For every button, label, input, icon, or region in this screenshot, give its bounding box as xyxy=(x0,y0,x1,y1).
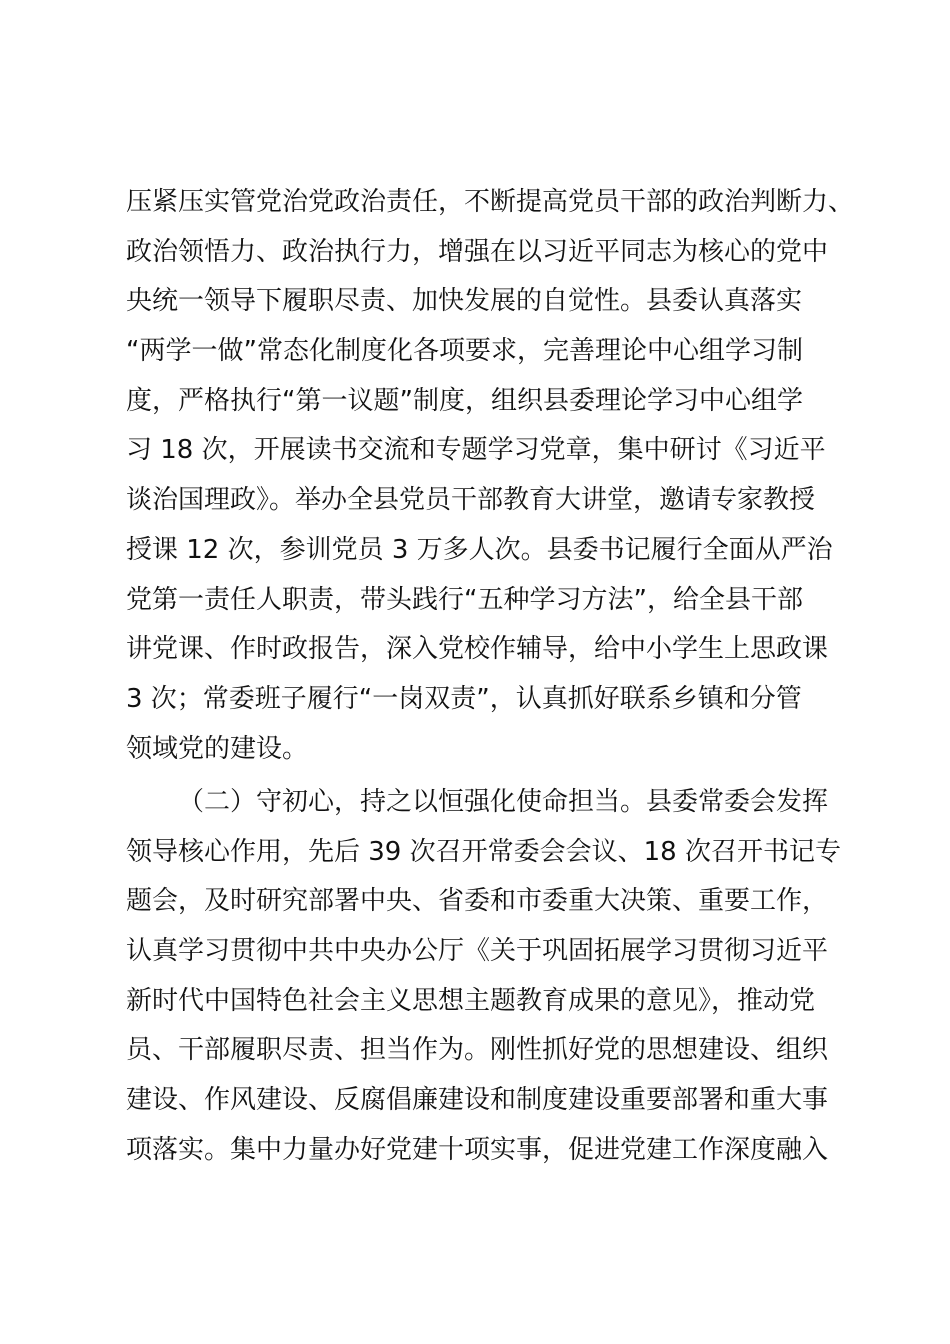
text-line: 项落实。集中力量办好党建十项实事，促进党建工作深度融入 xyxy=(126,1134,829,1165)
text-line: 谈治国理政》。举办全县党员干部教育大讲堂，邀请专家教授 xyxy=(126,485,816,516)
text-line: 授课 12 次，参训党员 3 万多人次。县委书记履行全面从严治 xyxy=(126,534,833,565)
text-line: 领导核心作用，先后 39 次召开常委会会议、18 次召开书记专 xyxy=(126,836,841,867)
text-line: 3 次；常委班子履行“一岗双责”，认真抓好联系乡镇和分管 xyxy=(126,683,802,714)
text-line: 央统一领导下履职尽责、加快发展的自觉性。县委认真落实 xyxy=(126,286,803,317)
text-line: 建设、作风建设、反腐倡廉建设和制度建设重要部署和重大事 xyxy=(126,1085,829,1116)
paragraph-2 xyxy=(126,778,841,1176)
text-line: 认真学习贯彻中共中央办公厅《关于巩固拓展学习贯彻习近平 xyxy=(126,936,829,967)
text-line: 题会，及时研究部署中央、省委和市委重大决策、重要工作， xyxy=(126,886,829,917)
text-line: 习 18 次，开展读书交流和专题学习党章，集中研讨《习近平 xyxy=(126,435,826,466)
text-line: 压紧压实管党治党政治责任，不断提高党员干部的政治判断力、 xyxy=(126,187,855,217)
text-line: 领域党的建设。 xyxy=(126,733,309,764)
text-line: 政治领悟力、政治执行力，增强在以习近平同志为核心的党中 xyxy=(126,236,829,267)
paragraph-1 xyxy=(126,178,855,774)
text-line: 员、干部履职尽责、担当作为。刚性抓好党的思想建设、组织 xyxy=(126,1035,829,1066)
text-line: （二）守初心，持之以恒强化使命担当。县委常委会发挥 xyxy=(178,787,829,817)
text-line: 新时代中国特色社会主义思想主题教育成果的意见》，推动党 xyxy=(126,985,816,1016)
text-line: 党第一责任人职责，带头践行“五种学习方法”，给全县干部 xyxy=(126,584,803,615)
text-line: 度，严格执行“第一议题”制度，组织县委理论学习中心组学 xyxy=(126,385,803,416)
text-line: 讲党课、作时政报告，深入党校作辅导，给中小学生上思政课 xyxy=(126,634,829,665)
text-line: “两学一做”常态化制度化各项要求，完善理论中心组学习制 xyxy=(126,336,803,367)
